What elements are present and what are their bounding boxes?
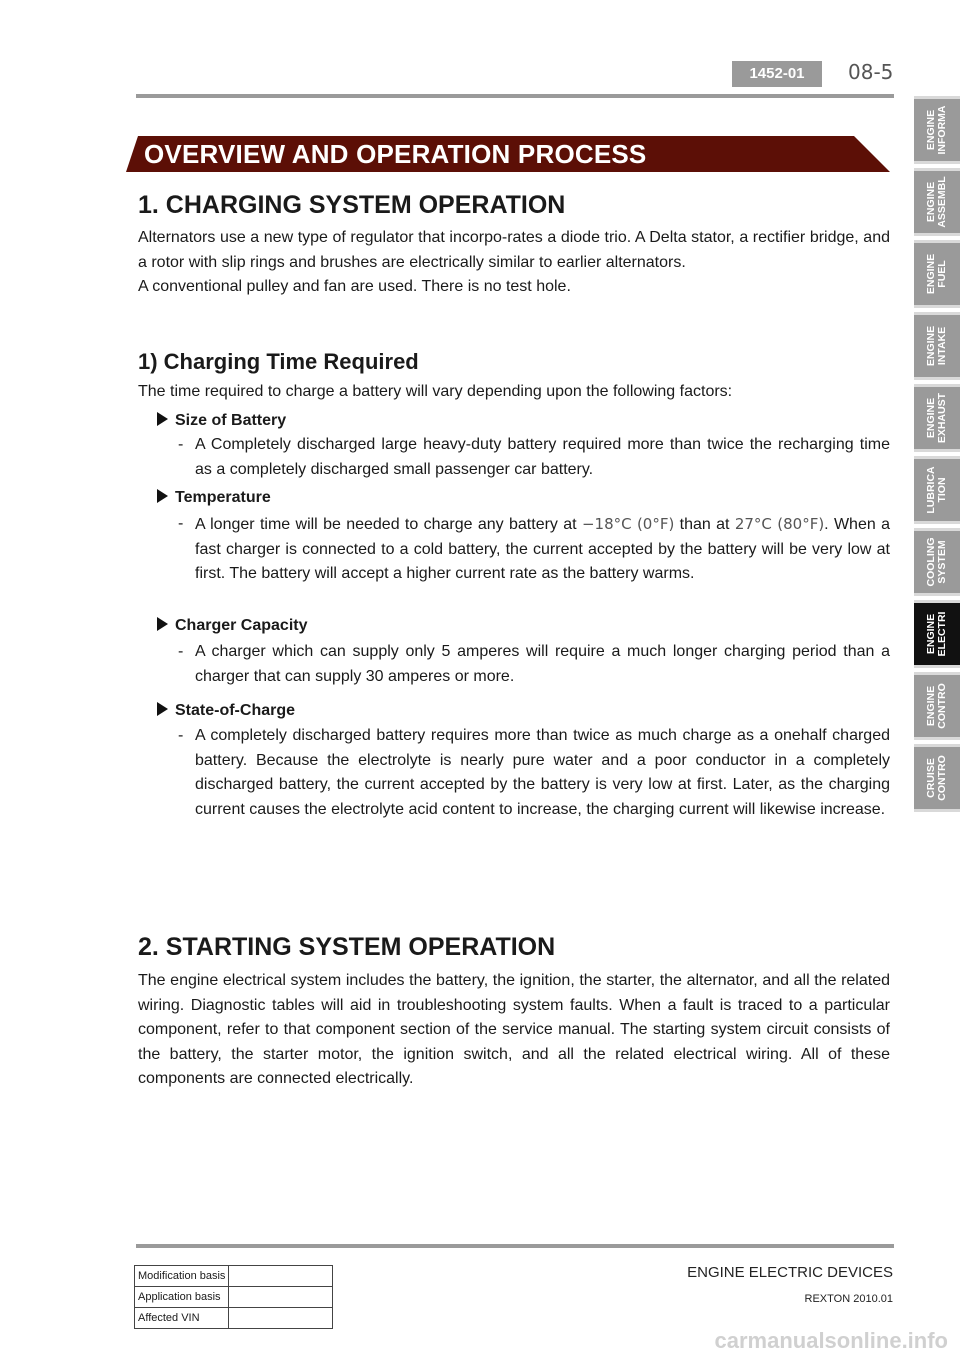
factor-item-temperature: [178, 512, 890, 587]
tab-label: ENGINE: [925, 613, 937, 655]
side-tab-lubrication[interactable]: [914, 456, 960, 524]
modification-table: [134, 1265, 333, 1329]
factor-text-part: . When a fast charger is connected to a cold battery, the current accepted by the battery will be very low at first. The battery will accept a higher current rate as the battery warms.: [195, 516, 890, 582]
side-tab-cruise-control[interactable]: [914, 744, 960, 812]
banner-title: OVERVIEW AND OPERATION PROCESS: [144, 139, 647, 169]
subsection-intro: The time required to charge a battery will vary depending upon the following factors:: [138, 383, 733, 400]
triangle-bullet-icon: [157, 489, 168, 503]
tab-label: ELECTRI: [936, 611, 948, 657]
factor-title: Temperature: [175, 489, 271, 506]
side-tab-engine-information[interactable]: [914, 96, 960, 164]
tab-label: ASSEMBL: [936, 176, 948, 228]
section2-paragraph: The engine electrical system includes the battery, the ignition, the starter, the alternator, and all the related wiring. Diagnostic tables will aid in troubleshooting system faults. When a fault is traced to a particular component, refer to that component section of the service manual. The starting system circuit consists of the battery, the starter motor, the ignition switch, and all the related electrical wiring. All of these components are connected electrically.: [138, 972, 890, 1087]
header-divider: [136, 94, 894, 98]
page-number: 08-5: [848, 60, 894, 84]
factor-text: [195, 512, 890, 587]
section1-paragraph-2: A conventional pulley and fan are used. There is no test hole.: [138, 278, 571, 295]
tab-label: SYSTEM: [936, 540, 948, 584]
dash-bullet: -: [178, 436, 184, 453]
temperature-value: 27°C: [734, 515, 772, 533]
tab-label: ENGINE: [925, 181, 937, 223]
side-tab-engine-exhaust[interactable]: [914, 384, 960, 452]
document-code-badge: 1452-01: [732, 61, 822, 87]
temperature-value: −18°C: [581, 515, 632, 533]
section1-heading: 1. CHARGING SYSTEM OPERATION: [138, 191, 566, 219]
tab-label: INTAKE: [936, 326, 948, 366]
tab-label: CONTRO: [936, 683, 948, 729]
tab-label: ENGINE: [925, 325, 937, 367]
subsection-heading: 1) Charging Time Required: [138, 349, 419, 374]
temperature-value: (80°F): [777, 515, 825, 533]
factor-title: Charger Capacity: [175, 617, 308, 634]
factor-item-charger-capacity: [178, 640, 890, 689]
factor-title: Size of Battery: [175, 412, 287, 429]
side-tab-engine-fuel[interactable]: [914, 240, 960, 308]
tab-label: LUBRICA: [925, 466, 937, 514]
factor-text: A Completely discharged large heavy-duty battery required more than twice the recharging time as a completely discharged small passenger car battery.: [195, 436, 890, 478]
tab-label: CRUISE: [925, 758, 937, 798]
footer-chapter-title: ENGINE ELECTRIC DEVICES: [687, 1264, 893, 1281]
side-tab-engine-control[interactable]: [914, 672, 960, 740]
factor-text-part: than at: [674, 516, 735, 533]
dash-bullet: -: [178, 727, 184, 744]
factor-text-part: A longer time will be needed to charge any battery at: [195, 516, 582, 533]
tab-label: EXHAUST: [936, 392, 948, 444]
table-row: [135, 1266, 333, 1287]
side-tab-engine-electric[interactable]: [914, 600, 960, 668]
table-value: [229, 1287, 333, 1308]
side-tab-cooling-system[interactable]: [914, 528, 960, 596]
table-row: [135, 1308, 333, 1329]
section2-heading: 2. STARTING SYSTEM OPERATION: [138, 933, 556, 961]
table-label: Affected VIN: [135, 1308, 229, 1329]
side-tab-engine-intake[interactable]: [914, 312, 960, 380]
table-value: [229, 1308, 333, 1329]
factor-title: State-of-Charge: [175, 702, 296, 719]
triangle-bullet-icon: [157, 412, 168, 426]
tab-label: ENGINE: [925, 109, 937, 151]
dash-bullet: -: [178, 515, 184, 532]
tab-label: COOLING: [925, 537, 937, 587]
table-row: [135, 1287, 333, 1308]
footer-model-date: REXTON 2010.01: [804, 1293, 893, 1305]
tab-label: ENGINE: [925, 397, 937, 439]
factor-item-state-of-charge: [178, 724, 890, 822]
tab-label: FUEL: [936, 260, 948, 288]
tab-label: INFORMA: [936, 105, 948, 155]
tab-label: ENGINE: [925, 253, 937, 295]
tab-label: TION: [936, 477, 948, 503]
factor-heading-battery-size: [157, 412, 286, 430]
factor-item-battery-size: [178, 433, 890, 482]
table-label: Modification basis: [135, 1266, 229, 1287]
section-banner: [126, 136, 890, 172]
table-label: Application basis: [135, 1287, 229, 1308]
factor-text: A completely discharged battery requires more than twice as much charge as a onehalf charged battery. Because the electrolyte is nearly pure water and a poor conductor in a completely discharged battery, the current accepted by the battery is very low at first. Later, as the charging current causes the electrolyte acid content to increase, the charging current will likewise increase.: [195, 727, 890, 818]
factor-heading-charger-capacity: [157, 617, 308, 635]
tab-label: ENGINE: [925, 685, 937, 727]
section1-paragraph-1: Alternators use a new type of regulator that incorpo-rates a diode trio. A Delta stator, a rectifier bridge, and a rotor with slip rings and brushes are electrically similar to earlier alternators.: [138, 229, 890, 271]
factor-text: A charger which can supply only 5 amperes will require a much longer charging period than a charger that can supply 30 amperes or more.: [195, 643, 890, 685]
factor-heading-state-of-charge: [157, 702, 295, 720]
temperature-value: (0°F): [636, 515, 675, 533]
tab-label: CONTRO: [936, 755, 948, 801]
dash-bullet: -: [178, 643, 184, 660]
factor-heading-temperature: [157, 489, 271, 507]
triangle-bullet-icon: [157, 617, 168, 631]
side-tab-engine-assembly[interactable]: [914, 168, 960, 236]
watermark-text: carmanualsonline.info: [714, 1328, 948, 1353]
footer-divider: [136, 1244, 894, 1248]
table-value: [229, 1266, 333, 1287]
triangle-bullet-icon: [157, 702, 168, 716]
